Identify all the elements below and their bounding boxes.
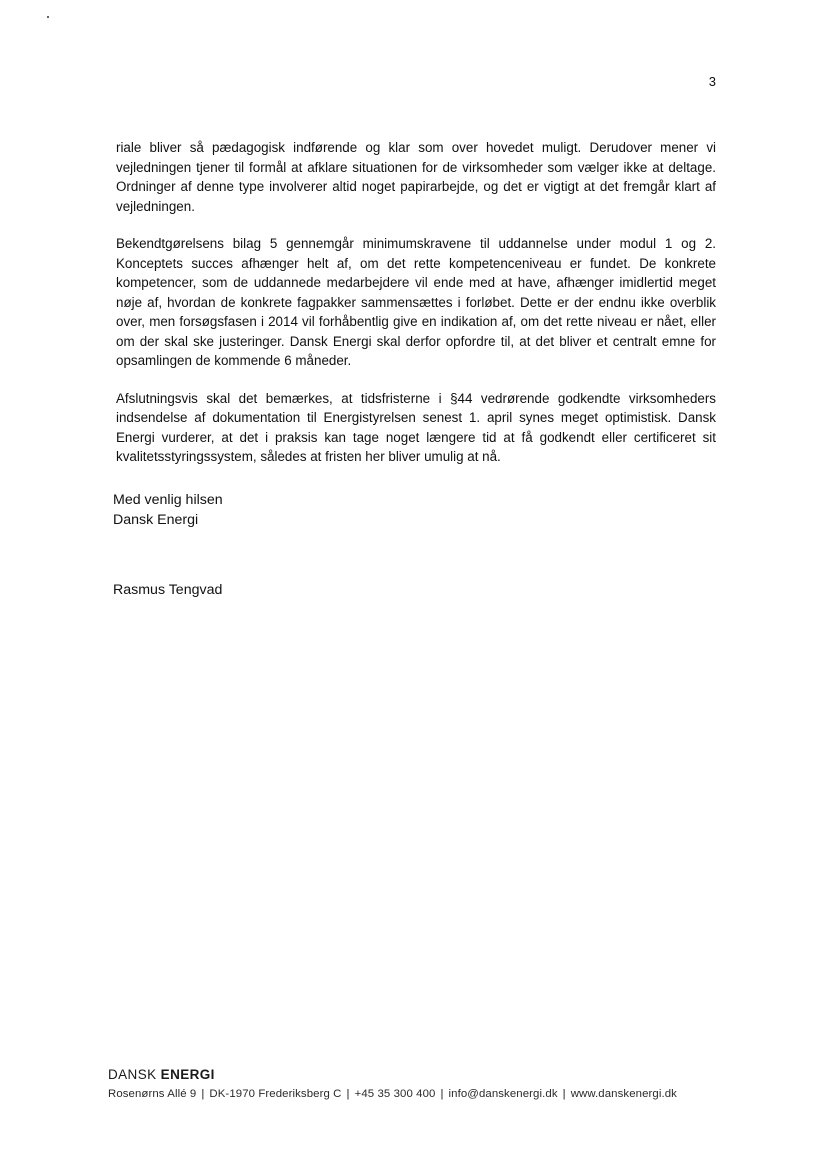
scan-speck: [47, 16, 49, 18]
closing-organization: Dansk Energi: [113, 512, 199, 528]
closing-salutation: Med venlig hilsen: [113, 492, 223, 508]
letter-body: [116, 138, 716, 485]
paragraph-2: Bekendtgørelsens bilag 5 gennemgår minimumskravene til uddannelse under modul 1 og 2. Konceptets succes afhænger helt af, om det rette kompetenceniveau er fundet. De konkrete kompetencer, som de uddannede medarbejdere vil ende med at have, afhænger imidlertid meget nøje af, hvordan de konkrete fagpakker sammensættes i forløbet. Dette er der endnu ikke overblik over, men forsøgsfasen i 2014 vil forhåbentlig give en indikation af, om det rette niveau er nået, eller om der skal ske justeringer. Dansk Energi skal derfor opfordre til, at det bliver et centralt emne for opsamlingen de kommende 6 måneder.: [116, 236, 716, 368]
signatory-name: Rasmus Tengvad: [113, 582, 223, 598]
letterhead-footer: [108, 1066, 718, 1102]
brand-logo: [108, 1066, 718, 1084]
closing-greeting: [113, 490, 223, 530]
footer-separator: |: [440, 1088, 444, 1100]
footer-separator: |: [346, 1088, 350, 1100]
contact-line: [108, 1086, 718, 1102]
footer-separator: |: [562, 1088, 566, 1100]
footer-postal: DK-1970 Frederiksberg C: [209, 1088, 342, 1100]
paragraph-3: Afslutningsvis skal det bemærkes, at tidsfristerne i §44 vedrørende godkendte virksomheders indsendelse af dokumentation til Energistyrelsen senest 1. april synes meget optimistisk. Dansk Energi vurderer, at det i praksis kan tage noget længere tid at få godkendt eller certificeret sit kvalitetsstyringssystem, således at fristen her bliver umulig at nå.: [116, 390, 716, 464]
paragraph-1: riale bliver så pædagogisk indførende og klar som over hovedet muligt. Derudover mener vi vejledningen tjener til formål at afklare situationen for de virksomheder som vælger ikke at deltage. Ordninger af denne type involverer altid noget papirarbejde, og det er vigtigt at det fremgår klart af vejledningen.: [116, 140, 716, 214]
footer-website: www.danskenergi.dk: [570, 1088, 677, 1100]
footer-email: info@danskenergi.dk: [448, 1088, 558, 1100]
brand-logo-word-2: ENERGI: [160, 1067, 215, 1082]
page-number: 3: [708, 74, 716, 89]
brand-logo-word-1: DANSK: [108, 1067, 157, 1082]
footer-address: Rosenørns Allé 9: [108, 1088, 197, 1100]
footer-phone: +45 35 300 400: [354, 1088, 436, 1100]
footer-separator: |: [201, 1088, 205, 1100]
